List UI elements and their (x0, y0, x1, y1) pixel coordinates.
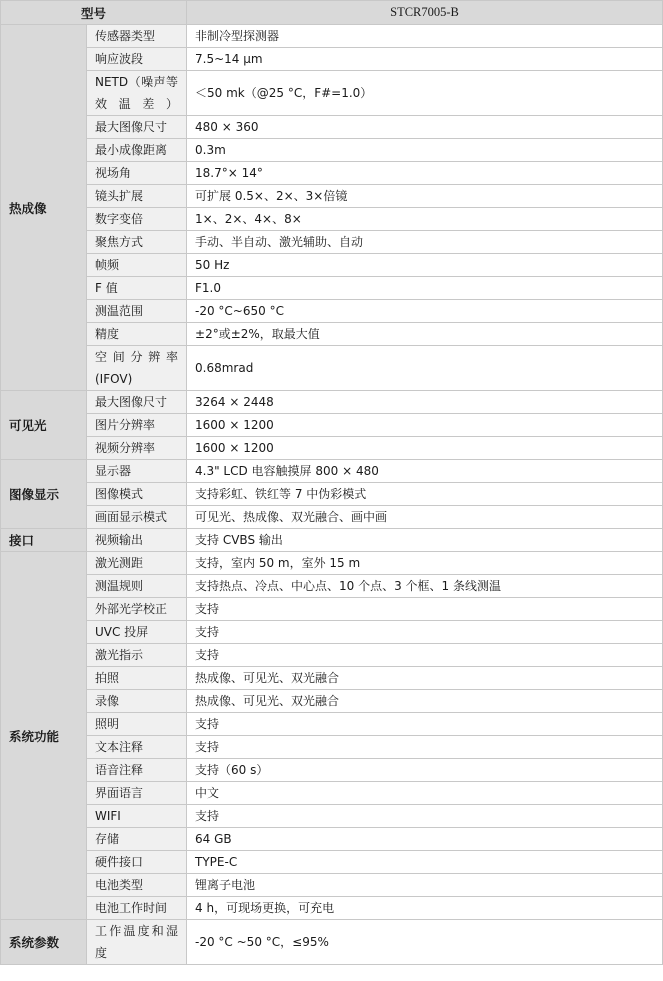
spec-value: ±2°或±2%，取最大值 (187, 323, 663, 346)
table-row (1, 391, 663, 414)
spec-label: 文本注释 (87, 736, 187, 759)
spec-value: 1600 × 1200 (187, 437, 663, 460)
spec-label: 图像模式 (87, 483, 187, 506)
spec-value: 64 GB (187, 828, 663, 851)
spec-label: 工作温度和湿度 (87, 920, 187, 965)
spec-label: 精度 (87, 323, 187, 346)
table-row (1, 162, 663, 185)
spec-value: 7.5~14 μm (187, 48, 663, 71)
spec-value: 支持，室内 50 m，室外 15 m (187, 552, 663, 575)
spec-value: 支持 (187, 598, 663, 621)
table-row (1, 575, 663, 598)
spec-value: 3264 × 2448 (187, 391, 663, 414)
spec-value: 可扩展 0.5×、2×、3×倍镜 (187, 185, 663, 208)
table-row (1, 920, 663, 965)
spec-label: 图片分辨率 (87, 414, 187, 437)
spec-value: 4.3" LCD 电容触摸屏 800 × 480 (187, 460, 663, 483)
spec-value: 可见光、热成像、双光融合、画中画 (187, 506, 663, 529)
spec-label: 视频分辨率 (87, 437, 187, 460)
spec-value: 支持 (187, 621, 663, 644)
table-row (1, 437, 663, 460)
table-row (1, 621, 663, 644)
spec-label: 视频输出 (87, 529, 187, 552)
spec-label: 界面语言 (87, 782, 187, 805)
spec-label: 画面显示模式 (87, 506, 187, 529)
spec-label: F 值 (87, 277, 187, 300)
spec-label: 硬件接口 (87, 851, 187, 874)
spec-value: 1×、2×、4×、8× (187, 208, 663, 231)
table-row (1, 552, 663, 575)
spec-value: 18.7°× 14° (187, 162, 663, 185)
spec-label: 聚焦方式 (87, 231, 187, 254)
table-row (1, 300, 663, 323)
spec-label: 语音注释 (87, 759, 187, 782)
table-row (1, 874, 663, 897)
table-row (1, 277, 663, 300)
spec-value: TYPE-C (187, 851, 663, 874)
spec-value: 4 h，可现场更换，可充电 (187, 897, 663, 920)
spec-label: UVC 投屏 (87, 621, 187, 644)
table-row (1, 782, 663, 805)
spec-table-body (1, 1, 663, 965)
category-label: 系统参数 (1, 920, 87, 965)
category-label: 可见光 (1, 391, 87, 460)
spec-value: 锂离子电池 (187, 874, 663, 897)
spec-label: 电池类型 (87, 874, 187, 897)
spec-label: 传感器类型 (87, 25, 187, 48)
spec-label: 空 间 分 辨 率 (IFOV) (87, 346, 187, 391)
spec-label: 镜头扩展 (87, 185, 187, 208)
table-row (1, 483, 663, 506)
spec-label: 响应波段 (87, 48, 187, 71)
model-value: STCR7005-B (187, 1, 663, 25)
spec-label: 最小成像距离 (87, 139, 187, 162)
table-row (1, 805, 663, 828)
table-row (1, 759, 663, 782)
spec-label: 视场角 (87, 162, 187, 185)
spec-value: -20 °C ~50 °C，≤95% (187, 920, 663, 965)
table-row (1, 460, 663, 483)
spec-value: 支持 (187, 713, 663, 736)
spec-value: 0.3m (187, 139, 663, 162)
spec-value: 中文 (187, 782, 663, 805)
table-row (1, 414, 663, 437)
table-row (1, 667, 663, 690)
spec-value: 热成像、可见光、双光融合 (187, 690, 663, 713)
table-row (1, 529, 663, 552)
table-row (1, 254, 663, 277)
spec-value: 支持（60 s） (187, 759, 663, 782)
table-row (1, 851, 663, 874)
spec-label: 存储 (87, 828, 187, 851)
spec-label: 拍照 (87, 667, 187, 690)
table-row (1, 208, 663, 231)
table-row (1, 116, 663, 139)
spec-value: 非制冷型探测器 (187, 25, 663, 48)
spec-label: 最大图像尺寸 (87, 391, 187, 414)
table-row (1, 598, 663, 621)
spec-label: 帧频 (87, 254, 187, 277)
spec-label: 电池工作时间 (87, 897, 187, 920)
table-row (1, 346, 663, 391)
spec-label: WIFI (87, 805, 187, 828)
spec-value: 热成像、可见光、双光融合 (187, 667, 663, 690)
spec-value: 支持 CVBS 输出 (187, 529, 663, 552)
table-row (1, 323, 663, 346)
spec-label: 照明 (87, 713, 187, 736)
spec-label: 显示器 (87, 460, 187, 483)
table-row (1, 139, 663, 162)
spec-value: 支持彩虹、铁红等 7 中伪彩模式 (187, 483, 663, 506)
spec-value: ＜50 mk（@25 °C，F#=1.0） (187, 71, 663, 116)
spec-label: 录像 (87, 690, 187, 713)
spec-value: 480 × 360 (187, 116, 663, 139)
category-label: 系统功能 (1, 552, 87, 920)
spec-value: 50 Hz (187, 254, 663, 277)
table-row (1, 71, 663, 116)
spec-label: 激光测距 (87, 552, 187, 575)
table-row (1, 897, 663, 920)
spec-label: 激光指示 (87, 644, 187, 667)
spec-value: F1.0 (187, 277, 663, 300)
category-label: 接口 (1, 529, 87, 552)
spec-value: 1600 × 1200 (187, 414, 663, 437)
spec-label: 测温规则 (87, 575, 187, 598)
spec-label: 最大图像尺寸 (87, 116, 187, 139)
table-row (1, 231, 663, 254)
spec-value: -20 °C~650 °C (187, 300, 663, 323)
spec-value: 手动、半自动、激光辅助、自动 (187, 231, 663, 254)
category-label: 热成像 (1, 25, 87, 391)
table-row (1, 185, 663, 208)
model-label: 型号 (1, 1, 187, 25)
spec-label: 测温范围 (87, 300, 187, 323)
table-row (1, 828, 663, 851)
table-row (1, 48, 663, 71)
table-row (1, 25, 663, 48)
spec-label: 外部光学校正 (87, 598, 187, 621)
spec-label: NETD（噪声等效温差） (87, 71, 187, 116)
table-row (1, 690, 663, 713)
table-row (1, 736, 663, 759)
spec-value: 0.68mrad (187, 346, 663, 391)
category-label: 图像显示 (1, 460, 87, 529)
table-row (1, 506, 663, 529)
spec-value: 支持 (187, 644, 663, 667)
spec-value: 支持 (187, 805, 663, 828)
spec-label: 数字变倍 (87, 208, 187, 231)
header-row (1, 1, 663, 25)
spec-value: 支持热点、冷点、中心点、10 个点、3 个框、1 条线测温 (187, 575, 663, 598)
table-row (1, 644, 663, 667)
spec-value: 支持 (187, 736, 663, 759)
table-row (1, 713, 663, 736)
